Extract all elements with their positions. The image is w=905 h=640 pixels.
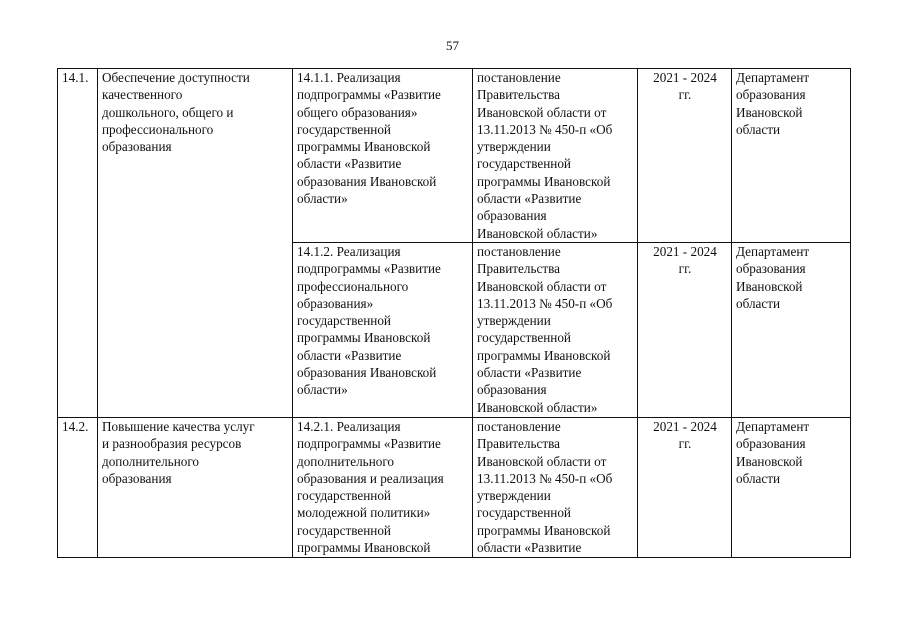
period-text: 2021 - 2024 гг. [653,70,717,103]
row-number: 14.2. [62,419,89,434]
period-cell [638,69,732,243]
activity-text: 14.1.2. Реализация подпрограммы «Развитие профессионального образования» государственной программы Ивановской области «Развитие образования Ивановской области» [297,244,441,398]
document-text: постановление Правительства Ивановской области от 13.11.2013 № 450-п «Об утверждении государственной программы Ивановской области «Развитие образования Ивановской области» [477,70,613,241]
activity-cell [293,243,473,418]
executor-text: Департамент образования Ивановской области [736,419,810,486]
period-text: 2021 - 2024 гг. [653,419,717,452]
activity-text: 14.2.1. Реализация подпрограммы «Развитие дополнительного образования и реализация государственной молодежной политики» государственной программы Ивановской [297,419,444,556]
period-cell [638,243,732,418]
row-number-cell [58,69,98,418]
row-number-cell [58,418,98,558]
table-row-14-1 [58,69,851,243]
document-cell [473,243,638,418]
measure-text: Повышение качества услуг и разнообразия ресурсов дополнительного образования [102,419,255,486]
document-text: постановление Правительства Ивановской области от 13.11.2013 № 450-п «Об утверждении государственной программы Ивановской области «Развитие [477,419,613,556]
document-cell [473,69,638,243]
page-number: 57 [446,38,459,53]
document-text: постановление Правительства Ивановской области от 13.11.2013 № 450-п «Об утверждении государственной программы Ивановской области «Развитие образования Ивановской области» [477,244,613,415]
table-row-14-2 [58,418,851,558]
executor-text: Департамент образования Ивановской области [736,244,810,311]
measures-table [57,68,851,558]
executor-cell [732,69,851,243]
executor-text: Департамент образования Ивановской области [736,70,810,137]
period-text: 2021 - 2024 гг. [653,244,717,277]
activity-cell [293,418,473,558]
measure-cell [98,418,293,558]
executor-cell [732,243,851,418]
activity-cell [293,69,473,243]
row-number: 14.1. [62,70,89,85]
period-cell [638,418,732,558]
executor-cell [732,418,851,558]
document-cell [473,418,638,558]
measure-cell [98,69,293,418]
measure-text: Обеспечение доступности качественного дошкольного, общего и профессионального образования [102,70,250,155]
activity-text: 14.1.1. Реализация подпрограммы «Развитие общего образования» государственной программы Ивановской области «Развитие образования Ивановской области» [297,70,441,207]
